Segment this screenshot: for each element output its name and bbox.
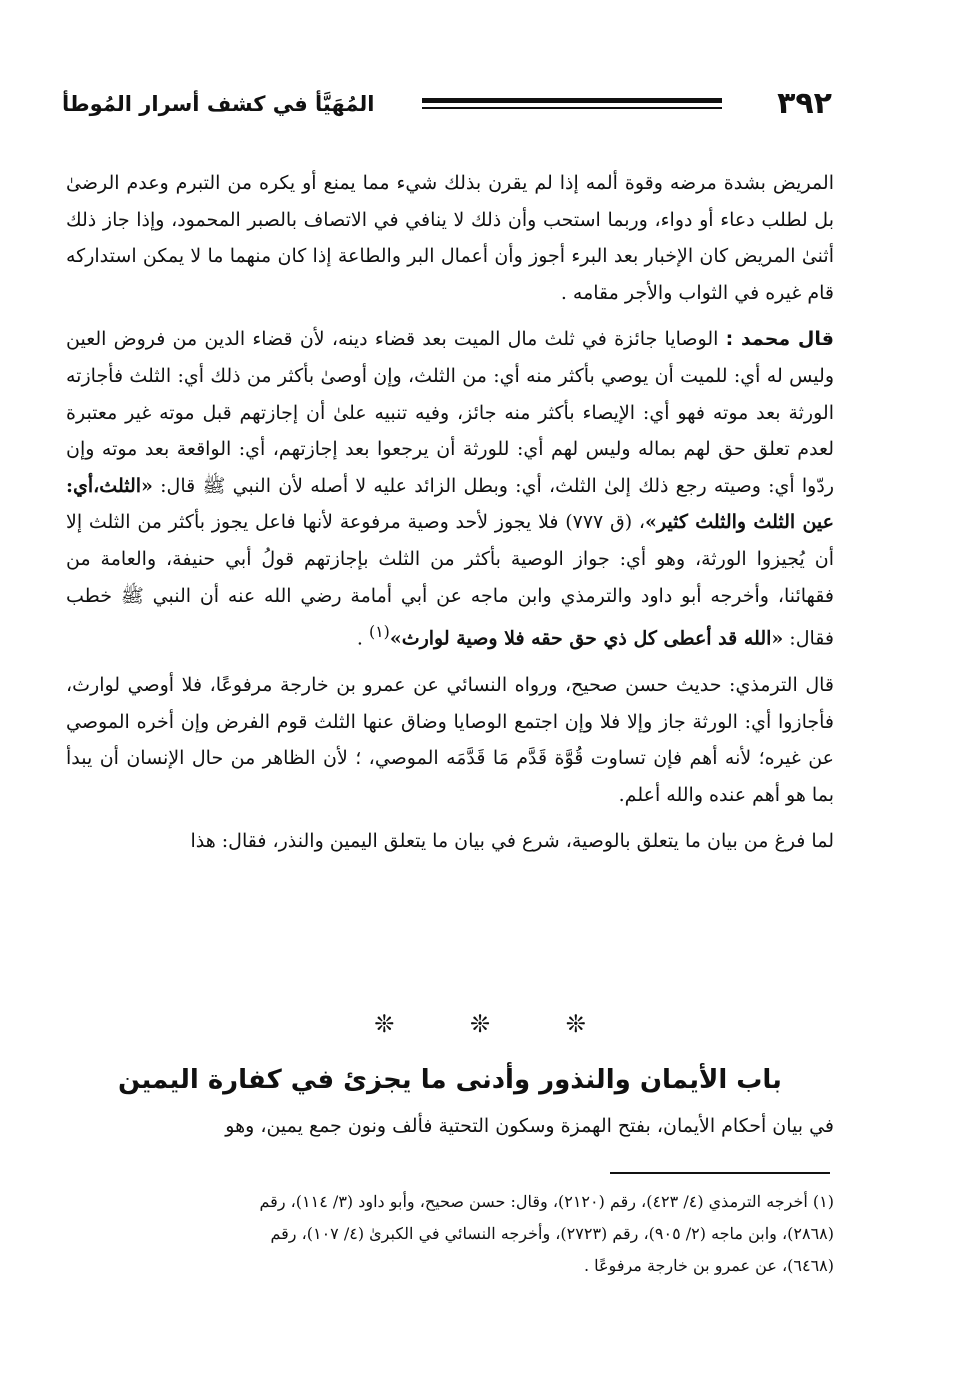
- header-rule: [422, 96, 722, 112]
- paragraph-lead: قال محمد :: [725, 328, 834, 351]
- section-separator: [0, 1010, 960, 1040]
- paragraph-2-text: الوصايا جائزة في ثلث مال الميت بعد قضاء دينه، لأن قضاء الدين من فروض العين وليس له أي: للميت أن يوصي بأكثر منه أي: من الثلث، وإن أوصىٰ بأكثر من ذلك أي: الثلث فأجازته الورثة بعد موته فهو أي: الإيصاء بأكثر منه جائز، وفيه تنبيه علىٰ أن إجازتهم قبل موته غير معتبرة لعدم تعلق حق لهم بماله وليس لهم أي: للورثة أن يرجعوا بعد إجازتهم، أي: الواقعة بعد موته وإن ردّوا أي: وصيته رجع ذلك إلىٰ الثلث، أي: وبطل الزائد عليه لا أصله لأن النبي ﷺ قال:: [66, 328, 834, 497]
- paragraph-4: لما فرغ من بيان ما يتعلق بالوصية، شرع في بيان ما يتعلق اليمين والنذر، فقال: هذا: [190, 830, 834, 853]
- main-text: [66, 165, 834, 870]
- header-rule-thin: [422, 107, 722, 109]
- star-icon: ❊: [565, 1010, 586, 1038]
- chapter-intro: في بيان أحكام الأيمان، بفتح الهمزة وسكون التحتية فألف ونون جمع يمين، وهو: [225, 1115, 834, 1137]
- footnote-ref[interactable]: (١): [368, 622, 390, 642]
- star-icon: ❊: [469, 1010, 491, 1038]
- page-header: [62, 84, 832, 124]
- paragraph-2-end: .: [356, 627, 369, 650]
- footnote-line: (٦٤٦٨)، عن عمرو بن خارجة مرفوعًا .: [583, 1256, 834, 1275]
- hadith-quote-2: «الله قد أعطى كل ذي حق حقه فلا وصية لوارث»: [389, 627, 784, 650]
- book-title: المُهَيَّأ في كشف أسرار المُوطأ: [62, 92, 375, 116]
- page-number: ٣٩٢: [777, 86, 832, 121]
- hadith-quote-1: «الثلث،أي: عين الثلث والثلث كثير»: [66, 474, 835, 534]
- paragraph-3: قال الترمذي: حديث حسن صحيح، ورواه النسائي عن عمرو بن خارجة مرفوعًا، فلا أوصي لوارث، فأجازوا أي: الورثة جاز وإلا فلا وإن اجتمع الوصايا وضاق عنها الثلث قوم الفرض وإن أخره الموصي عن غيره؛ لأنه أهم فإن تساوت قُوَّة قَدَّم مَا قَدَّمَه الموصي، ؛ لأن الظاهر من حال الإنسان أن يبدأ بما هو أهم عنده والله أعلم.: [66, 674, 834, 806]
- header-rule-thick: [422, 98, 722, 103]
- paragraph-2: [66, 321, 834, 657]
- footnote-line: (١) أخرجه الترمذي (٤/ ٤٢٣)، رقم (٢١٢٠)، وقال: حسن صحيح، وأبو داود (٣/ ١١٤)، رقم: [259, 1192, 834, 1211]
- footnotes: [66, 1186, 834, 1282]
- chapter-title: باب الأيمان والنذور وأدنى ما يجزئ في كفارة اليمين: [118, 1065, 782, 1095]
- footnote-divider: [610, 1172, 830, 1174]
- paragraph-2-text-2: ، (ق ٧٧٧) فلا يجوز لأحد وصية مرفوعة لأنها فاعل يجوز بأكثر من الثلث إلا أن يُجيزوا الورثة، وهو أي: جواز الوصية بأكثر من الثلث بإجازتهم قولُ أبي حنيفة، والعامة من فقهائنا، وأخرجه أبو داود والترمذي وابن ماجه عن أبي أمامة رضي الله عنه أن النبي ﷺ خطب فقال:: [66, 511, 834, 650]
- footnote-line: (٢٨٦٨)، وابن ماجه (٢/ ٩٠٥)، رقم (٢٧٢٣)، وأخرجه النسائي في الكبرىٰ (٤/ ١٠٧)، رقم: [270, 1224, 834, 1243]
- star-icon: ❊: [374, 1010, 395, 1038]
- paragraph-1: المريض بشدة مرضه وقوة ألمه إذا لم يقرن بذلك شيء مما يمنع أو يكره من التبرم وعدم الرضىٰ بل لطلب دعاء أو دواء، وربما استحب وأن ذلك لا ينافي في الاتصاف بالصبر المحمود، وإذا جاز ذلك أثنىٰ المريض كان الإخبار بعد البرء أجوز وأن أعمال البر والطاعة إذا كان منهما ما لا يمكن استداركه قام غيره في الثواب والأجر مقامه .: [66, 172, 834, 304]
